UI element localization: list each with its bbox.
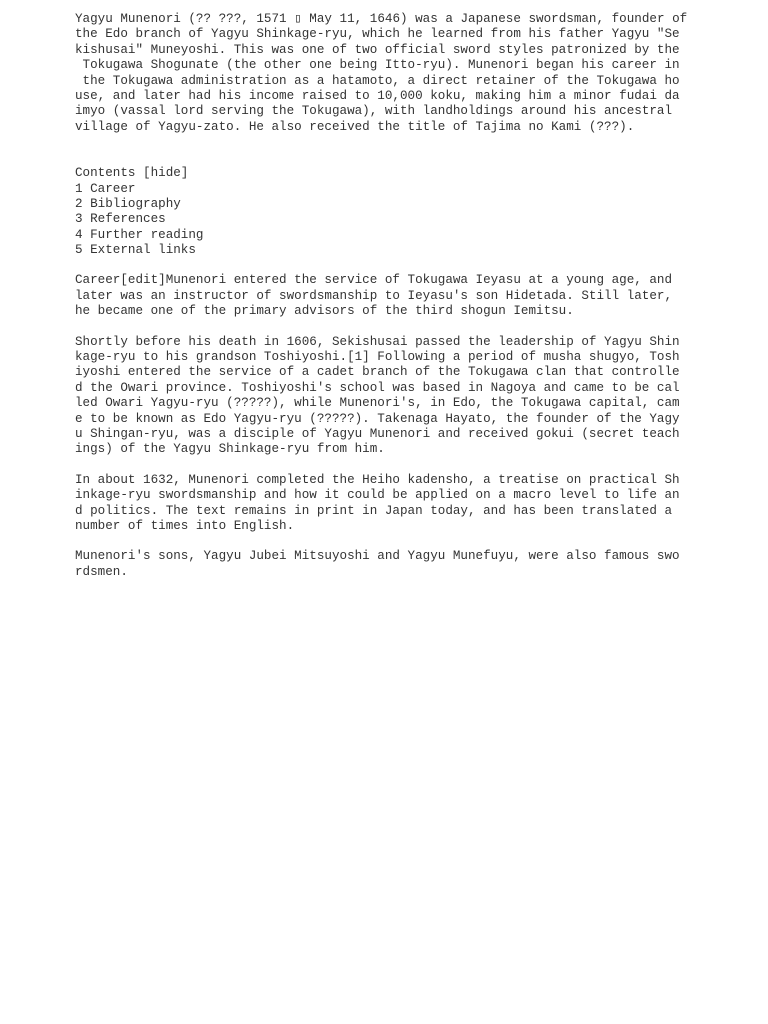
text-line: the Tokugawa administration as a hatamoto, a direct retainer of the Tokugawa ho [75, 73, 680, 88]
text-line: number of times into English. [75, 518, 295, 533]
text-line: imyo (vassal lord serving the Tokugawa), with landholdings around his ancestral [75, 104, 673, 119]
text-line: Munenori's sons, Yagyu Jubei Mitsuyoshi and Yagyu Munefuyu, were also famous swo [75, 549, 680, 564]
text-line: u Shingan-ryu, was a disciple of Yagyu Munenori and received gokui (secret teach [75, 426, 680, 441]
text-line: Yagyu Munenori (?? ???, 1571 ▯ May 11, 1646) was a Japanese swordsman, founder of [75, 12, 688, 26]
heiho-kadensho-paragraph [75, 473, 685, 535]
text-line: ings) of the Yagyu Shinkage-ryu from him. [75, 442, 385, 457]
sons-paragraph [75, 549, 685, 580]
toc-item-career[interactable]: 1 Career [75, 181, 136, 196]
article-body [75, 12, 688, 595]
toc-item-references[interactable]: 3 References [75, 212, 166, 227]
toc-item-further-reading[interactable]: 4 Further reading [75, 227, 204, 242]
toc-item-bibliography[interactable]: 2 Bibliography [75, 196, 181, 211]
career-paragraph [75, 273, 685, 319]
text-line: he became one of the primary advisors of the third shogun Iemitsu. [75, 304, 574, 319]
text-line: Shortly before his death in 1606, Sekishusai passed the leadership of Yagyu Shin [75, 334, 680, 349]
text-line: iyoshi entered the service of a cadet branch of the Tokugawa clan that controlle [75, 365, 680, 380]
text-line: kage-ryu to his grandson Toshiyoshi.[1] Following a period of musha shugyo, Tosh [75, 350, 680, 365]
text-line: kishusai" Muneyoshi. This was one of two official sword styles patronized by the [75, 42, 680, 57]
table-of-contents [75, 166, 685, 258]
text-line: d politics. The text remains in print in Japan today, and has been translated a [75, 503, 673, 518]
text-line: inkage-ryu swordsmanship and how it could be applied on a macro level to life an [75, 488, 680, 503]
succession-paragraph [75, 335, 685, 458]
text-line: village of Yagyu-zato. He also received the title of Tajima no Kami (???). [75, 119, 635, 134]
text-line: Tokugawa Shogunate (the other one being Itto-ryu). Munenori began his career in [75, 58, 680, 73]
text-line: rdsmen. [75, 564, 128, 579]
text-line: In about 1632, Munenori completed the Heiho kadensho, a treatise on practical Sh [75, 472, 680, 487]
toc-item-external-links[interactable]: 5 External links [75, 243, 196, 258]
text-line: later was an instructor of swordsmanship to Ieyasu's son Hidetada. Still later, [75, 288, 673, 303]
text-line: led Owari Yagyu-ryu (?????), while Munenori's, in Edo, the Tokugawa capital, cam [75, 396, 680, 411]
text-line: the Edo branch of Yagyu Shinkage-ryu, which he learned from his father Yagyu "Se [75, 27, 680, 42]
toc-heading[interactable]: Contents [hide] [75, 166, 189, 181]
text-line: d the Owari province. Toshiyoshi's school was based in Nagoya and came to be cal [75, 380, 680, 395]
text-line: e to be known as Edo Yagyu-ryu (?????). Takenaga Hayato, the founder of the Yagy [75, 411, 680, 426]
text-line: use, and later had his income raised to 10,000 koku, making him a minor fudai da [75, 88, 680, 103]
intro-paragraph [75, 12, 688, 135]
text-line: Career[edit]Munenori entered the service of Tokugawa Ieyasu at a young age, and [75, 273, 673, 288]
